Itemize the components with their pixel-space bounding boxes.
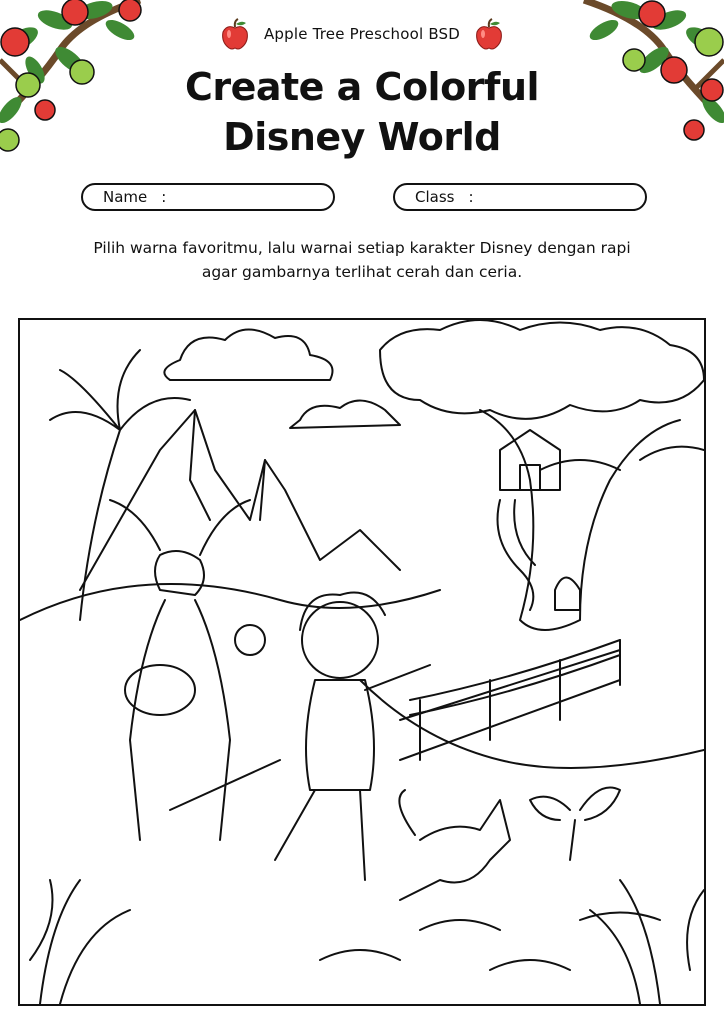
leaf-bush [540,447,704,470]
fairy-creature [530,788,620,861]
class-field[interactable] [393,183,647,211]
mountain [80,410,400,590]
tree-door [555,578,580,611]
name-label: Name [103,188,148,206]
school-name: Apple Tree Preschool BSD [263,25,461,43]
class-label: Class [415,188,455,206]
coloring-picture [18,318,706,1006]
gear [235,625,265,655]
fruit-basket [125,665,195,715]
coloring-illustration [20,320,704,1004]
plant [590,880,704,1004]
title-line-1: Create a Colorful [184,65,540,109]
instructions-line-1: Pilih warna favoritmu, lalu warnai setiap karakter Disney dengan rapi [93,239,631,257]
fox [399,790,510,900]
big-tree-canopy [380,320,704,419]
boy-head [302,602,378,678]
tree-stairs [498,500,536,610]
staff [170,760,280,810]
boy-hair [300,593,385,631]
boy-legs [275,790,365,880]
apple-icon [220,18,250,50]
page-title [0,62,724,162]
boy-body [306,680,374,790]
class-separator: : [468,188,474,206]
name-separator: : [161,188,167,206]
instructions-line-2: agar gambarnya terlihat cerah dan ceria. [201,263,523,281]
bridge-rope [410,640,620,715]
palm-tree [50,350,190,620]
cloud [290,400,400,428]
stone-path [320,913,660,971]
boy-arm-pointing [365,665,430,690]
instructions [40,236,684,284]
title-line-2: Disney World [223,115,501,159]
school-header [0,18,724,50]
name-field[interactable] [81,183,335,211]
apple-icon [474,18,504,50]
plant [30,880,130,1004]
cloud [164,329,332,380]
bridge [400,640,620,760]
